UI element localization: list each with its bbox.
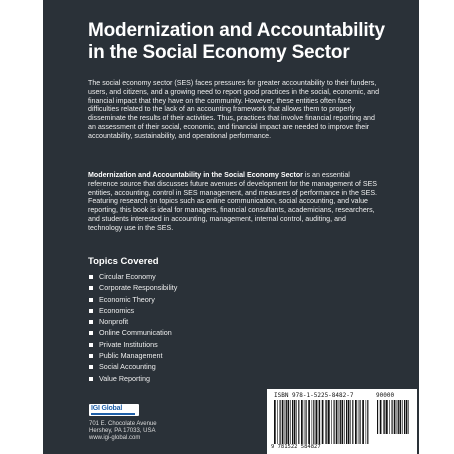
topic-item: Circular Economy bbox=[88, 271, 177, 282]
barcode-bar bbox=[319, 400, 320, 444]
barcode-bar bbox=[394, 400, 396, 434]
barcode-bar bbox=[301, 400, 303, 444]
barcode-bar bbox=[312, 400, 313, 444]
barcode-bar bbox=[344, 400, 345, 444]
barcode-bar bbox=[346, 400, 347, 444]
barcode-bar bbox=[389, 400, 390, 434]
barcode-bar bbox=[336, 400, 338, 444]
topic-item: Nonprofit bbox=[88, 316, 177, 327]
barcode-bar bbox=[355, 400, 357, 444]
description-book-title: Modernization and Accountability in the Social Economy Sector bbox=[88, 171, 303, 179]
barcode-bar bbox=[280, 400, 281, 444]
barcode-bar bbox=[384, 400, 385, 434]
description-paragraph-1: The social economy sector (SES) faces pressures for greater accountability to their funders, users, and citizens, and a growing need to report good practices in the social, economic, and financial impact that they have on the community. However, these entities often face difficulties related to the lack of an accounting framework that allows them to properly disseminate the results of their activities. Thus, practices that involve financial reporting and an assessment of their social, economic, and financial impact are needed to improve their accountability, sustainability, and operational performance. bbox=[88, 79, 380, 140]
barcode-bar bbox=[366, 400, 367, 444]
barcode-bar bbox=[277, 400, 278, 444]
back-cover bbox=[43, 0, 419, 454]
barcode-bar bbox=[316, 400, 318, 444]
isbn-barcode bbox=[267, 389, 417, 454]
barcode-bar bbox=[285, 400, 286, 444]
barcode-bar bbox=[306, 400, 307, 444]
barcode-bar bbox=[340, 400, 341, 444]
topic-item: Economics bbox=[88, 305, 177, 316]
topic-item: Private Institutions bbox=[88, 339, 177, 350]
barcode-bar bbox=[383, 400, 384, 434]
barcode-bar bbox=[290, 400, 291, 444]
barcode-bar bbox=[322, 400, 324, 444]
barcode-bar bbox=[350, 400, 351, 444]
barcode-bar bbox=[392, 400, 393, 434]
publisher-logo-underline bbox=[91, 413, 135, 416]
barcode-bar bbox=[318, 400, 319, 444]
barcode-bar bbox=[339, 400, 340, 444]
barcode-bar bbox=[288, 400, 290, 444]
title-line-1: Modernization and Accountability bbox=[88, 20, 385, 41]
book-title bbox=[88, 20, 408, 64]
barcode-bar bbox=[274, 400, 276, 444]
barcode-bar bbox=[334, 400, 335, 444]
barcode-bar bbox=[408, 400, 409, 434]
barcode-bar bbox=[404, 400, 405, 434]
topic-item: Public Management bbox=[88, 350, 177, 361]
barcode-bar bbox=[360, 400, 361, 444]
barcode-bar bbox=[352, 400, 353, 444]
barcode-bar bbox=[348, 400, 350, 444]
barcode-bar bbox=[308, 400, 310, 444]
barcode-bar bbox=[358, 400, 359, 444]
publisher-logo-text: IGI Global bbox=[91, 405, 123, 412]
barcode-bar bbox=[400, 400, 402, 434]
publisher-address bbox=[89, 421, 157, 442]
barcode-bar bbox=[292, 400, 293, 444]
isbn-label: ISBN 978-1-5225-8482-7 bbox=[274, 392, 354, 399]
barcode-digits: 9 781522 584827 bbox=[271, 444, 321, 450]
barcode-bar bbox=[294, 400, 296, 444]
price-barcode-bars bbox=[377, 400, 411, 434]
barcode-bar bbox=[328, 400, 330, 444]
publisher-website: www.igi-global.com bbox=[89, 435, 141, 441]
barcode-bar bbox=[367, 400, 368, 444]
barcode-bar bbox=[296, 400, 297, 444]
barcode-bar bbox=[286, 400, 287, 444]
barcode-bar bbox=[377, 400, 378, 434]
barcode-bar bbox=[298, 400, 299, 444]
publisher-logo bbox=[89, 404, 139, 416]
barcode-bar bbox=[397, 400, 398, 434]
description-paragraph-2 bbox=[88, 171, 380, 233]
topics-heading: Topics Covered bbox=[88, 256, 159, 267]
address-line-1: 701 E. Chocolate Avenue bbox=[89, 421, 157, 427]
barcode-bar bbox=[282, 400, 284, 444]
barcode-bar bbox=[313, 400, 314, 444]
barcode-bar bbox=[386, 400, 388, 434]
price-code: 90000 bbox=[376, 392, 395, 399]
barcode-bar bbox=[402, 400, 403, 434]
barcode-bar bbox=[304, 400, 305, 444]
description-paragraph-2-text: is an essential reference source that discusses future avenues of development for the management of SES entities, accounting, control in SES management, and measures of performance in the SES. Featuring research on topics such as online communication, social accounting, and value reporting, this book is ideal for managers, financial consultants, academicians, researchers, and students interested in accounting, management, internal control, auditing, and technology use in the SES. bbox=[88, 171, 378, 232]
title-line-2: in the Social Economy Sector bbox=[88, 42, 350, 63]
barcode-bar bbox=[331, 400, 332, 444]
barcode-bar bbox=[398, 400, 399, 434]
topic-item: Social Accounting bbox=[88, 361, 177, 372]
topic-item: Corporate Responsibility bbox=[88, 282, 177, 293]
address-line-2: Hershey, PA 17033, USA bbox=[89, 428, 156, 434]
topic-item: Online Communication bbox=[88, 327, 177, 338]
topic-item: Economic Theory bbox=[88, 294, 177, 305]
barcode-bar bbox=[342, 400, 344, 444]
barcode-bar bbox=[326, 400, 327, 444]
topics-list bbox=[88, 271, 177, 384]
barcode-bar bbox=[380, 400, 382, 434]
barcode-bar bbox=[406, 400, 408, 434]
barcode-bars bbox=[274, 400, 370, 444]
barcode-bar bbox=[325, 400, 326, 444]
topic-item: Value Reporting bbox=[88, 373, 177, 384]
barcode-bar bbox=[362, 400, 364, 444]
